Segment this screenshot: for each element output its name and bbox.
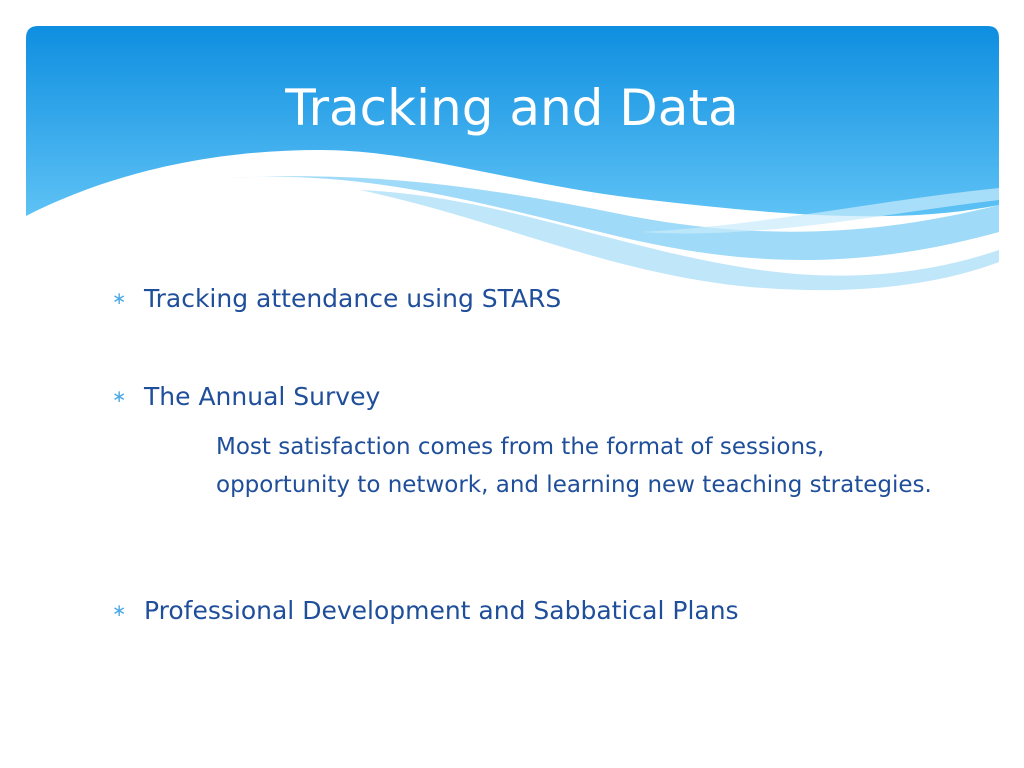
asterisk-bullet-icon: ∗ <box>112 387 127 407</box>
bullet-text: The Annual Survey <box>144 382 381 411</box>
bullet-item <box>112 280 561 318</box>
sub-bullet-text: Most satisfaction comes from the format of sessions, opportunity to network, and learning new teaching strategies. <box>216 434 932 498</box>
asterisk-bullet-icon: ∗ <box>112 601 127 621</box>
bullet-item <box>112 592 739 630</box>
header-banner <box>0 0 1024 300</box>
bullet-text: Professional Development and Sabbatical Plans <box>144 596 739 625</box>
slide-title: Tracking and Data <box>285 79 739 137</box>
asterisk-bullet-icon: ∗ <box>112 289 127 309</box>
bullet-item <box>112 378 380 416</box>
bullet-text: Tracking attendance using STARS <box>144 284 562 313</box>
